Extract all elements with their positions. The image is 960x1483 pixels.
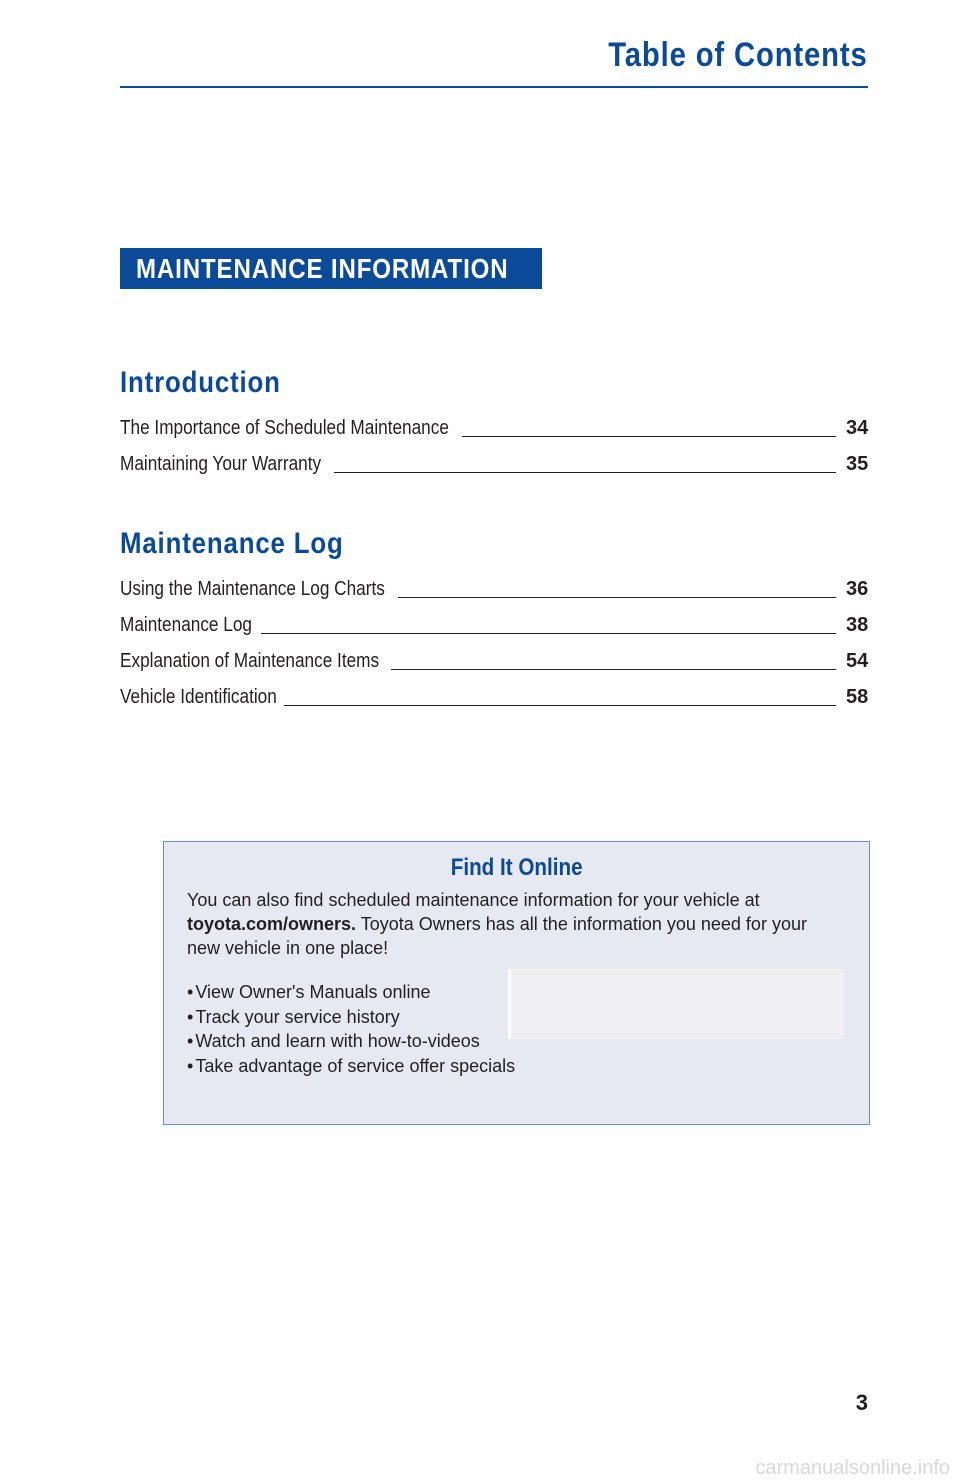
toc-leader xyxy=(261,632,836,634)
toc-entry-label: Explanation of Maintenance Items xyxy=(120,650,380,672)
page-title: Table of Contents xyxy=(608,36,868,74)
bullet-item: • Take advantage of service offer specials xyxy=(187,1054,515,1079)
toc-entry-label: The Importance of Scheduled Maintenance xyxy=(120,417,449,439)
watermark: carmanualsonline.info xyxy=(755,1457,950,1479)
toc-entry-page: 36 xyxy=(846,578,869,600)
toc-leader xyxy=(398,596,836,598)
toc-leader xyxy=(462,435,836,437)
find-it-online-intro: You can also find scheduled maintenance information for your vehicle at xyxy=(187,890,760,910)
section-banner-label: MAINTENANCE INFORMATION xyxy=(136,253,509,284)
bullet-item: • Watch and learn with how-to-videos xyxy=(187,1029,515,1054)
toc-entry-warranty[interactable] xyxy=(120,452,868,476)
toc-entry-label: Maintaining Your Warranty xyxy=(120,453,322,475)
toc-leader xyxy=(334,471,836,473)
group-heading-maintenance-log xyxy=(120,527,380,561)
toc-leader xyxy=(284,704,836,706)
bullet-item: • Track your service history xyxy=(187,1005,515,1030)
toc-entry-explanation-items[interactable] xyxy=(120,649,868,673)
toc-entry-using-log-charts[interactable] xyxy=(120,577,868,601)
find-it-online-bullets xyxy=(187,980,515,1078)
toc-entry-importance[interactable] xyxy=(120,416,868,440)
find-it-online-title-text: Find It Online xyxy=(450,854,583,881)
bullet-item: • View Owner's Manuals online xyxy=(187,980,515,1005)
toc-entry-page: 34 xyxy=(846,417,869,439)
toc-entry-page: 35 xyxy=(846,453,869,475)
section-banner xyxy=(120,248,542,289)
owners-link[interactable]: toyota.com/owners. xyxy=(187,914,357,934)
toc-entry-page: 54 xyxy=(846,650,869,672)
find-it-online-text xyxy=(187,888,837,960)
find-it-online-panel xyxy=(163,841,870,1125)
toc-entry-page: 38 xyxy=(846,614,869,636)
toc-entry-vehicle-identification[interactable] xyxy=(120,685,868,709)
toc-entry-label: Vehicle Identification xyxy=(120,686,277,708)
toc-entry-label: Using the Maintenance Log Charts xyxy=(120,578,385,600)
toc-entry-label: Maintenance Log xyxy=(120,614,252,636)
group-heading-label: Maintenance Log xyxy=(120,527,344,560)
page-number: 3 xyxy=(855,1390,868,1415)
title-rule xyxy=(120,86,868,88)
find-it-online-title xyxy=(164,854,869,882)
owners-site-image-placeholder xyxy=(508,969,844,1039)
find-it-online-body: Toyota Owners has all the information you need for your new vehicle in one place! xyxy=(187,914,807,958)
toc-entry-page: 58 xyxy=(846,686,869,708)
group-heading-label: Introduction xyxy=(120,366,281,399)
toc-leader xyxy=(391,668,836,670)
toc-entry-maintenance-log[interactable] xyxy=(120,613,868,637)
group-heading-introduction xyxy=(120,366,307,400)
